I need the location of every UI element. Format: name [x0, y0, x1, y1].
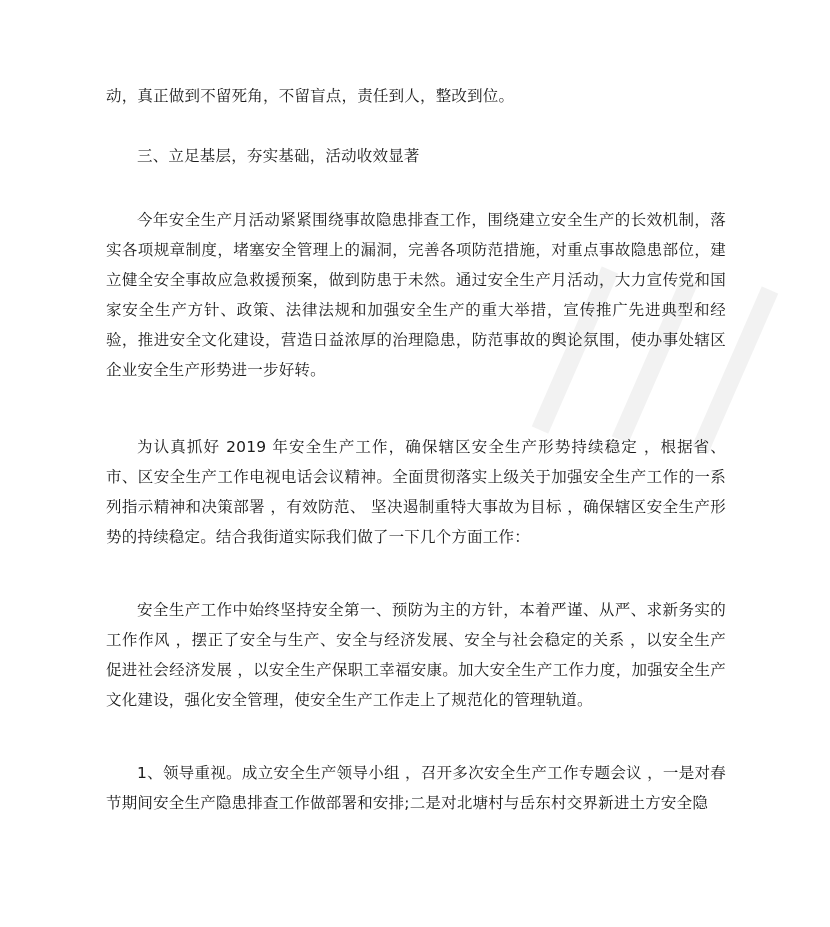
- paragraph-continuation: 动，真正做到不留死角，不留盲点，责任到人，整改到位。: [106, 87, 515, 105]
- paragraph-leadership: 1、领导重视。成立安全生产领导小组 ，召开多次安全生产工作专题会议 ，一是对春节期间安全生产隐患排查工作做部署和安排;二是对北塘村与岳东村交界新进土方安全隐: [106, 764, 726, 812]
- paragraph-activity-summary: 今年安全生产月活动紧紧围绕事故隐患排查工作，围绕建立安全生产的长效机制，落实各项规章制度，堵塞安全管理上的漏洞，完善各项防范措施，对重点事故隐患部位，建立健全安全事故应急救援预案，做到防患于未然。通过安全生产月活动，大力宣传党和国家安全生产方针、政策、法律法规和加强安全生产的重大举措，宣传推广先进典型和经验，推进安全文化建设，营造日益浓厚的治理隐患，防范事故的舆论氛围，使办事处辖区企业安全生产形势进一步好转。: [106, 211, 726, 379]
- paragraph-2019-work: 为认真抓好 2019 年安全生产工作，确保辖区安全生产形势持续稳定 ，根据省、市、区安全生产工作电视电话会议精神。全面贯彻落实上级关于加强安全生产工作的一系列指示精神和决策部署 ，有效防范、 坚决遏制重特大事故为目标 ，确保辖区安全生产形势的持续稳定。结合我街道实际我们做了一下几个方面工作：: [106, 438, 726, 546]
- paragraph-safety-principle: 安全生产工作中始终坚持安全第一、预防为主的方针，本着严谨、从严、求新务实的工作作风 ，摆正了安全与生产、安全与经济发展、安全与社会稳定的关系 ，以安全生产促进社会经济发展 ，以安全生产保职工幸福安康。加大安全生产工作力度，加强安全生产文化建设，强化安全管理，使安全生产工作走上了规范化的管理轨道。: [106, 601, 726, 709]
- section-heading: 三、立足基层，夯实基础，活动收效显著: [137, 147, 420, 165]
